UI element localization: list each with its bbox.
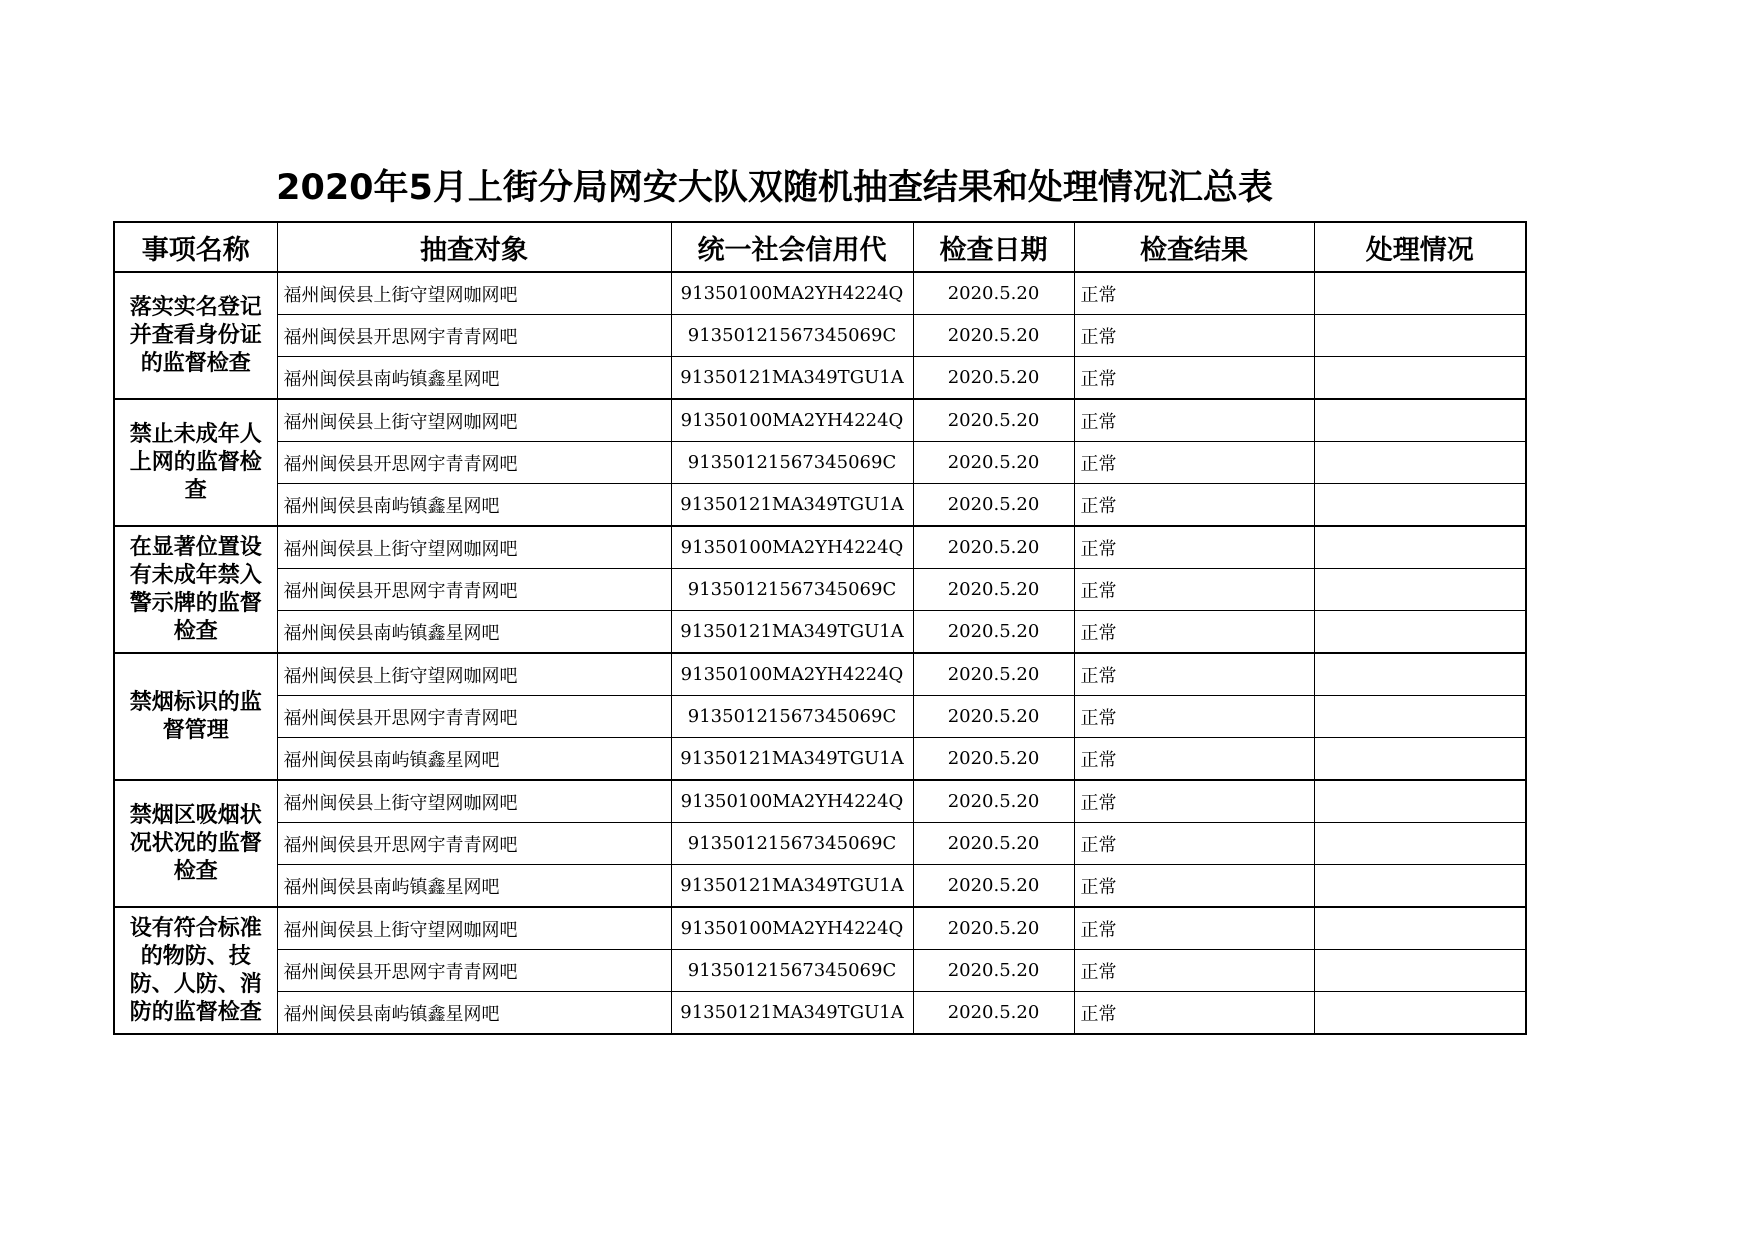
credit-code-cell: 91350121MA349TGU1A [671, 611, 913, 654]
credit-code-cell: 91350100MA2YH4224Q [671, 399, 913, 442]
check-date-cell: 2020.5.20 [913, 950, 1074, 992]
check-date-cell: 2020.5.20 [913, 569, 1074, 611]
check-result-cell: 正常 [1074, 526, 1314, 569]
check-date-cell: 2020.5.20 [913, 357, 1074, 400]
check-date-cell: 2020.5.20 [913, 907, 1074, 950]
inspected-object-cell: 福州闽侯县上街守望网咖网吧 [277, 780, 671, 823]
inspected-object-cell: 福州闽侯县上街守望网咖网吧 [277, 526, 671, 569]
handling-cell [1314, 738, 1526, 781]
check-result-cell: 正常 [1074, 611, 1314, 654]
inspected-object-cell: 福州闽侯县开思网宇青青网吧 [277, 950, 671, 992]
summary-table [113, 221, 1527, 1035]
check-result-cell: 正常 [1074, 823, 1314, 865]
inspected-object-cell: 福州闽侯县开思网宇青青网吧 [277, 696, 671, 738]
inspected-object-cell: 福州闽侯县开思网宇青青网吧 [277, 442, 671, 484]
check-date-cell: 2020.5.20 [913, 526, 1074, 569]
credit-code-cell: 91350121567345069C [671, 442, 913, 484]
check-result-cell: 正常 [1074, 272, 1314, 315]
table-row [114, 907, 1526, 950]
inspected-object-cell: 福州闽侯县南屿镇鑫星网吧 [277, 611, 671, 654]
table-row [114, 653, 1526, 696]
credit-code-cell: 91350100MA2YH4224Q [671, 780, 913, 823]
credit-code-cell: 91350121MA349TGU1A [671, 357, 913, 400]
table-row [114, 569, 1526, 611]
handling-cell [1314, 950, 1526, 992]
table-row [114, 484, 1526, 527]
credit-code-cell: 91350121567345069C [671, 569, 913, 611]
handling-cell [1314, 865, 1526, 908]
table-row [114, 399, 1526, 442]
credit-code-cell: 91350121567345069C [671, 696, 913, 738]
check-result-cell: 正常 [1074, 865, 1314, 908]
handling-cell [1314, 823, 1526, 865]
check-date-cell: 2020.5.20 [913, 611, 1074, 654]
handling-cell [1314, 653, 1526, 696]
inspected-object-cell: 福州闽侯县上街守望网咖网吧 [277, 907, 671, 950]
handling-cell [1314, 992, 1526, 1035]
handling-cell [1314, 696, 1526, 738]
header-credit-code: 统一社会信用代 [671, 222, 913, 272]
table-row [114, 357, 1526, 400]
check-date-cell: 2020.5.20 [913, 653, 1074, 696]
handling-cell [1314, 907, 1526, 950]
item-name-cell: 在显著位置设有未成年禁入警示牌的监督检查 [114, 526, 277, 653]
header-check-date: 检查日期 [913, 222, 1074, 272]
check-result-cell: 正常 [1074, 907, 1314, 950]
check-result-cell: 正常 [1074, 738, 1314, 781]
check-result-cell: 正常 [1074, 992, 1314, 1035]
inspected-object-cell: 福州闽侯县上街守望网咖网吧 [277, 399, 671, 442]
handling-cell [1314, 569, 1526, 611]
table-row [114, 611, 1526, 654]
check-date-cell: 2020.5.20 [913, 399, 1074, 442]
inspected-object-cell: 福州闽侯县南屿镇鑫星网吧 [277, 738, 671, 781]
check-date-cell: 2020.5.20 [913, 738, 1074, 781]
check-result-cell: 正常 [1074, 696, 1314, 738]
check-date-cell: 2020.5.20 [913, 992, 1074, 1035]
check-result-cell: 正常 [1074, 569, 1314, 611]
check-result-cell: 正常 [1074, 780, 1314, 823]
check-result-cell: 正常 [1074, 950, 1314, 992]
inspected-object-cell: 福州闽侯县南屿镇鑫星网吧 [277, 865, 671, 908]
header-item-name: 事项名称 [114, 222, 277, 272]
table-row [114, 738, 1526, 781]
credit-code-cell: 91350121MA349TGU1A [671, 738, 913, 781]
credit-code-cell: 91350121MA349TGU1A [671, 865, 913, 908]
table-header-row [114, 222, 1526, 272]
handling-cell [1314, 442, 1526, 484]
credit-code-cell: 91350121MA349TGU1A [671, 992, 913, 1035]
check-date-cell: 2020.5.20 [913, 780, 1074, 823]
handling-cell [1314, 526, 1526, 569]
check-date-cell: 2020.5.20 [913, 484, 1074, 527]
table-row [114, 526, 1526, 569]
inspected-object-cell: 福州闽侯县南屿镇鑫星网吧 [277, 484, 671, 527]
handling-cell [1314, 484, 1526, 527]
credit-code-cell: 91350121567345069C [671, 315, 913, 357]
header-inspected-object: 抽查对象 [277, 222, 671, 272]
inspected-object-cell: 福州闽侯县上街守望网咖网吧 [277, 653, 671, 696]
handling-cell [1314, 315, 1526, 357]
credit-code-cell: 91350100MA2YH4224Q [671, 272, 913, 315]
check-date-cell: 2020.5.20 [913, 315, 1074, 357]
inspected-object-cell: 福州闽侯县开思网宇青青网吧 [277, 823, 671, 865]
table-body [114, 272, 1526, 1034]
check-result-cell: 正常 [1074, 315, 1314, 357]
header-check-result: 检查结果 [1074, 222, 1314, 272]
table-row [114, 442, 1526, 484]
credit-code-cell: 91350100MA2YH4224Q [671, 653, 913, 696]
item-name-cell: 禁止未成年人上网的监督检查 [114, 399, 277, 526]
credit-code-cell: 91350100MA2YH4224Q [671, 526, 913, 569]
inspected-object-cell: 福州闽侯县上街守望网咖网吧 [277, 272, 671, 315]
item-name-cell: 禁烟标识的监督管理 [114, 653, 277, 780]
check-date-cell: 2020.5.20 [913, 865, 1074, 908]
handling-cell [1314, 399, 1526, 442]
item-name-cell: 落实实名登记并查看身份证的监督检查 [114, 272, 277, 399]
table-row [114, 865, 1526, 908]
table-row [114, 780, 1526, 823]
handling-cell [1314, 611, 1526, 654]
check-result-cell: 正常 [1074, 442, 1314, 484]
credit-code-cell: 91350100MA2YH4224Q [671, 907, 913, 950]
handling-cell [1314, 357, 1526, 400]
table-row [114, 315, 1526, 357]
header-handling: 处理情况 [1314, 222, 1526, 272]
check-result-cell: 正常 [1074, 357, 1314, 400]
credit-code-cell: 91350121567345069C [671, 823, 913, 865]
handling-cell [1314, 780, 1526, 823]
table-row [114, 823, 1526, 865]
check-result-cell: 正常 [1074, 653, 1314, 696]
table-row [114, 696, 1526, 738]
item-name-cell: 设有符合标准的物防、技防、人防、消防的监督检查 [114, 907, 277, 1034]
summary-table-container [113, 221, 1527, 1035]
table-row [114, 272, 1526, 315]
table-row [114, 950, 1526, 992]
table-row [114, 992, 1526, 1035]
check-date-cell: 2020.5.20 [913, 272, 1074, 315]
check-date-cell: 2020.5.20 [913, 823, 1074, 865]
check-date-cell: 2020.5.20 [913, 696, 1074, 738]
check-date-cell: 2020.5.20 [913, 442, 1074, 484]
inspected-object-cell: 福州闽侯县开思网宇青青网吧 [277, 569, 671, 611]
inspected-object-cell: 福州闽侯县开思网宇青青网吧 [277, 315, 671, 357]
handling-cell [1314, 272, 1526, 315]
credit-code-cell: 91350121MA349TGU1A [671, 484, 913, 527]
inspected-object-cell: 福州闽侯县南屿镇鑫星网吧 [277, 992, 671, 1035]
credit-code-cell: 91350121567345069C [671, 950, 913, 992]
check-result-cell: 正常 [1074, 399, 1314, 442]
inspected-object-cell: 福州闽侯县南屿镇鑫星网吧 [277, 357, 671, 400]
check-result-cell: 正常 [1074, 484, 1314, 527]
item-name-cell: 禁烟区吸烟状况状况的监督检查 [114, 780, 277, 907]
document-title: 2020年5月上街分局网安大队双随机抽查结果和处理情况汇总表 [276, 168, 1273, 208]
